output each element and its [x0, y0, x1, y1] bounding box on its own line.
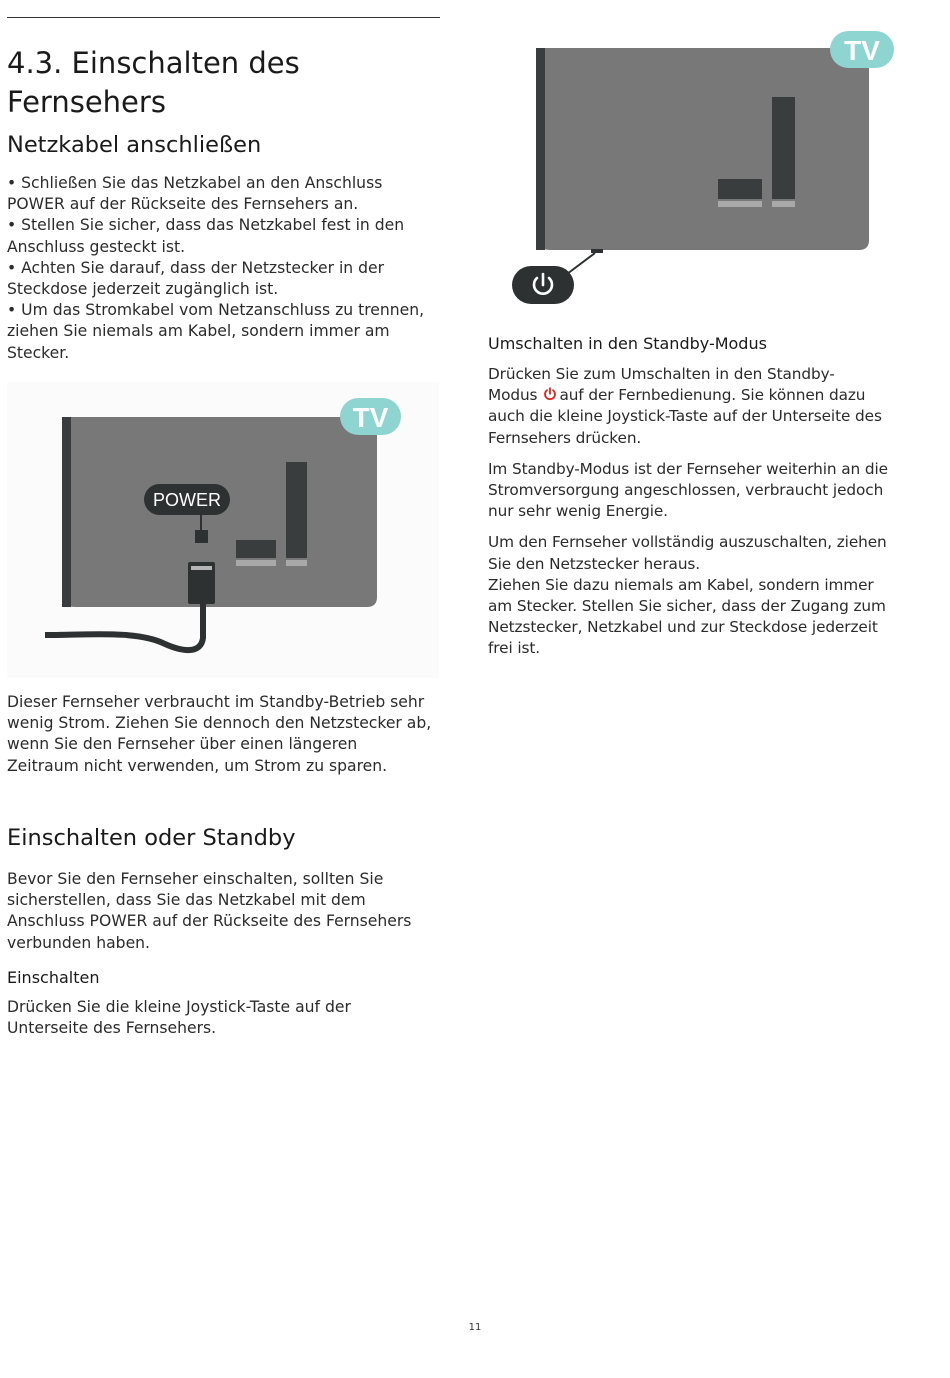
tv-standby-button-illustration	[505, 28, 900, 310]
einschalten-intro: Bevor Sie den Fernseher einschalten, sollten Sie sicherstellen, dass Sie das Netzkabel mit dem Anschluss POWER auf der Rückseite des Fernsehers verbunden haben.	[7, 870, 412, 952]
tv-badge-label: TV	[844, 35, 880, 66]
section-title-line1: 4.3. Einschalten des	[7, 46, 300, 80]
einschalten-body: Drücken Sie die kleine Joystick-Taste auf der Unterseite des Fernsehers.	[7, 997, 351, 1038]
left-column	[7, 44, 447, 364]
einschalten-standby-section	[7, 823, 447, 1039]
power-socket	[195, 530, 208, 543]
tv-stand-bar	[286, 462, 307, 558]
einschalten-subheading: Einschalten	[7, 967, 100, 987]
netzkabel-bullet-list	[7, 173, 447, 364]
power-label: POWER	[152, 490, 222, 510]
einschalten-standby-heading: Einschalten oder Standby	[7, 825, 296, 851]
tv-body	[536, 48, 869, 250]
power-icon	[543, 387, 557, 401]
umschalten-paragraph-1: Drücken Sie zum Umschalten in den Standby- Modus auf der Fernbedienung. Sie können dazu auch die kleine Joystick-Taste auf der Unterseite des Fernsehers drücken.	[488, 365, 882, 447]
standby-note: Dieser Fernseher verbraucht im Standby-Betrieb sehr wenig Strom. Ziehen Sie dennoch den Netzstecker ab, wenn Sie den Fernseher über einen längeren Zeitraum nicht verwenden, um Strom zu sparen.	[7, 693, 432, 775]
tv-stand-bar	[772, 97, 795, 199]
section-title	[7, 44, 447, 122]
tv-side-edge	[62, 417, 71, 607]
tv-stand-block	[236, 540, 276, 558]
bullet-item: • Achten Sie darauf, dass der Netzstecker in der Steckdose jederzeit zugänglich ist.	[7, 258, 385, 299]
bullet-item: • Stellen Sie sicher, dass das Netzkabel fest in den Anschluss gesteckt ist.	[7, 216, 405, 256]
umschalten-paragraph-2: Im Standby-Modus ist der Fernseher weiterhin an die Stromversorgung angeschlossen, verbraucht jedoch nur sehr wenig Energie.	[488, 459, 888, 521]
joystick-pointer-line	[567, 253, 595, 274]
bullet-item: • Schließen Sie das Netzkabel an den Anschluss POWER auf der Rückseite des Fernsehers an.	[7, 174, 383, 214]
umschalten-paragraph-3: Um den Fernseher vollständig auszuschalten, ziehen Sie den Netzstecker heraus. Ziehen Sie dazu niemals am Kabel, sondern immer am Stecker. Stellen Sie sicher, dass der Zugang zum Netzstecker, Netzkabel und zur Steckdose jederzeit frei ist.	[488, 533, 887, 658]
page-number: 11	[468, 1322, 482, 1333]
top-rule	[7, 17, 440, 18]
tv-side-edge	[536, 48, 545, 250]
tv-stand-block	[718, 179, 762, 199]
section-title-line2: Fernsehers	[7, 85, 166, 119]
tv-power-connection-illustration	[7, 382, 439, 678]
netzkabel-heading: Netzkabel anschließen	[7, 132, 262, 158]
umschalten-heading: Umschalten in den Standby-Modus	[488, 334, 767, 353]
right-column	[488, 333, 928, 660]
tv-badge-label: TV	[352, 402, 389, 433]
bullet-item: • Um das Stromkabel vom Netzanschluss zu trennen, ziehen Sie niemals am Kabel, sondern immer am Stecker.	[7, 301, 425, 362]
